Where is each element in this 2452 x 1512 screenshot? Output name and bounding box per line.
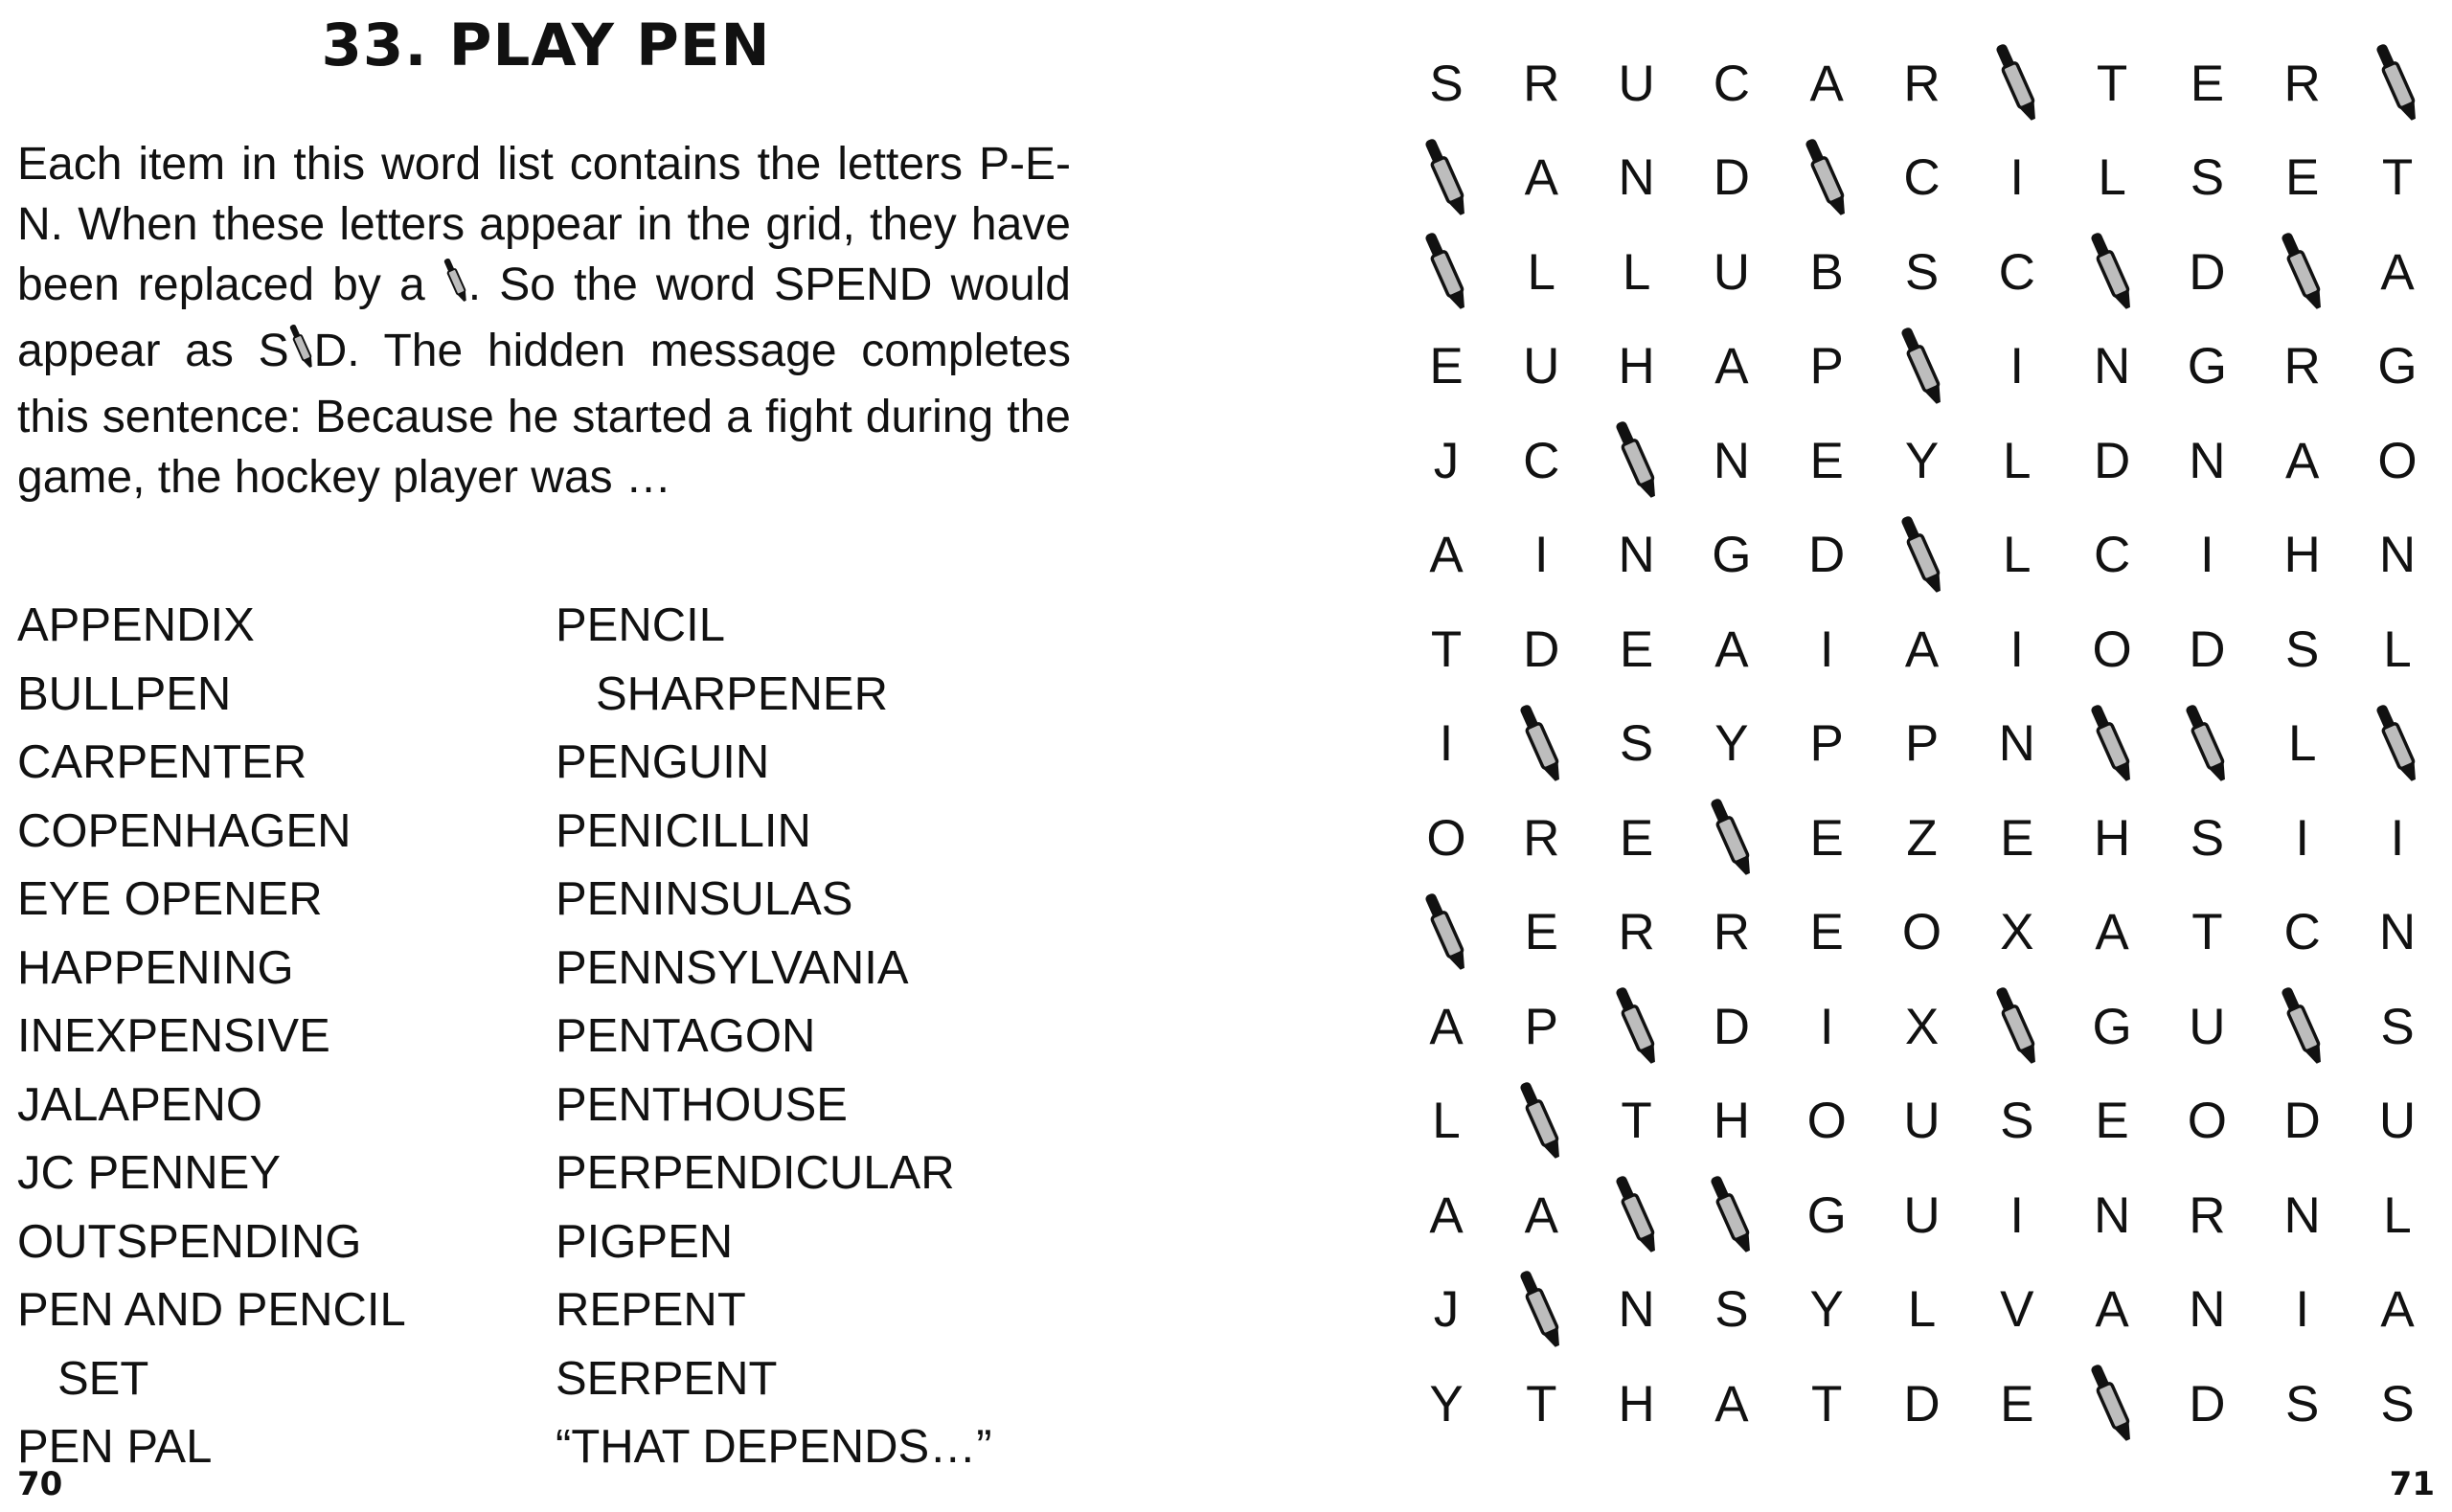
pen-icon	[1498, 1267, 1584, 1353]
grid-letter: H	[2093, 809, 2131, 867]
grid-letter: E	[1524, 904, 1558, 960]
instructions-part1: Each item in this word list contains the letters P-E-N. When these letters appear in the grid, they have been replaced by a	[17, 139, 1071, 310]
grid-letter: B	[1809, 243, 1844, 301]
grid-letter: I	[1819, 998, 1834, 1055]
grid-letter: L	[2098, 149, 2126, 206]
grid-letter: P	[1809, 338, 1844, 395]
grid-letter: T	[2191, 904, 2223, 960]
word-item: PEN AND PENCIL	[17, 1284, 406, 1336]
pen-icon	[1783, 135, 1870, 221]
grid-letter: A	[1429, 998, 1464, 1055]
grid-letter: O	[2377, 432, 2418, 489]
grid-letter: E	[1619, 621, 1654, 678]
grid-letter: D	[1903, 1375, 1941, 1433]
grid-letter: Z	[1906, 809, 1938, 867]
grid-letter: O	[2187, 1093, 2227, 1149]
grid-letter: X	[2000, 904, 2034, 960]
puzzle-title: 33. PLAY PEN	[321, 11, 771, 79]
grid-letter: R	[1523, 55, 1560, 112]
grid-letter: T	[1430, 621, 1463, 678]
grid-letter: A	[1429, 1186, 1464, 1244]
grid-letter: V	[2000, 1281, 2034, 1338]
pen-icon	[1403, 135, 1489, 221]
grid-letter: U	[2189, 998, 2226, 1055]
grid-letter: L	[2383, 621, 2412, 678]
grid-letter: T	[1811, 1375, 1843, 1433]
grid-letter: R	[1618, 904, 1655, 960]
grid-letter: I	[2200, 527, 2214, 583]
grid-letter: C	[1713, 55, 1751, 112]
right-page	[1226, 0, 2452, 1512]
grid-letter: Y	[1809, 1281, 1844, 1338]
grid-letter: A	[2380, 1281, 2415, 1338]
grid-letter: L	[2003, 527, 2032, 583]
pen-icon	[1974, 40, 2060, 126]
word-item: PIGPEN	[556, 1215, 734, 1268]
word-item: JALAPENO	[17, 1078, 262, 1131]
grid-letter: D	[1523, 621, 1560, 678]
grid-letter: S	[1904, 243, 1940, 301]
grid-letter: L	[2003, 432, 2032, 489]
word-list-column-1	[17, 592, 406, 1482]
word-item: PENINSULAS	[556, 873, 853, 925]
grid-letter: O	[1901, 904, 1942, 960]
grid-letter: I	[1533, 527, 1549, 583]
grid-letter: E	[1809, 904, 1844, 960]
pen-icon	[2259, 983, 2346, 1070]
grid-letter: A	[1524, 149, 1558, 206]
grid-letter: Y	[1904, 432, 1940, 489]
pen-icon	[443, 256, 468, 321]
page-number-left: 70	[17, 1465, 63, 1503]
grid-letter: D	[1713, 149, 1751, 206]
grid-letter: I	[2009, 338, 2025, 395]
grid-letter: C	[2093, 527, 2131, 583]
word-item: PENCIL	[556, 599, 726, 651]
pen-icon	[2354, 701, 2441, 787]
grid-letter: N	[2378, 527, 2417, 583]
grid-letter: E	[1809, 432, 1844, 489]
grid-letter: R	[1903, 55, 1941, 112]
grid-letter: D	[1713, 998, 1751, 1055]
grid-letter: R	[1523, 809, 1560, 867]
instructions-part3: D. The hidden message completes this sentence: Because he started a fight during the game, the hockey player was …	[17, 326, 1071, 503]
grid-letter: I	[2295, 809, 2310, 867]
grid-letter: D	[1808, 527, 1846, 583]
grid-letter: P	[1524, 998, 1558, 1055]
grid-letter: L	[1622, 243, 1651, 301]
grid-letter: E	[1809, 809, 1844, 867]
word-item: SERPENT	[556, 1352, 778, 1405]
grid-letter: U	[1618, 55, 1655, 112]
grid-letter: I	[2009, 149, 2025, 206]
grid-letter: H	[1713, 1093, 1751, 1149]
grid-letter: A	[1714, 338, 1749, 395]
grid-letter: R	[1713, 904, 1751, 960]
grid-letter: O	[2092, 621, 2132, 678]
grid-letter: E	[2095, 1093, 2129, 1149]
grid-letter: U	[1523, 338, 1560, 395]
grid-letter: G	[2187, 338, 2227, 395]
word-item: JC PENNEY	[17, 1147, 282, 1199]
grid-letter: D	[2189, 243, 2226, 301]
grid-letter: E	[2190, 55, 2225, 112]
grid-letter: I	[2009, 621, 2025, 678]
grid-letter: S	[2380, 1375, 2415, 1433]
grid-letter: N	[1998, 715, 2035, 772]
instructions	[17, 134, 1071, 508]
grid-letter: G	[1806, 1186, 1847, 1244]
grid-letter: G	[2092, 998, 2132, 1055]
grid-letter: O	[1806, 1093, 1847, 1149]
grid-letter: N	[1713, 432, 1751, 489]
grid-letter: U	[1903, 1093, 1941, 1149]
grid-letter: D	[2283, 1093, 2321, 1149]
grid-letter: C	[2283, 904, 2321, 960]
pen-icon	[1403, 229, 1489, 315]
pen-icon	[1689, 1172, 1775, 1258]
grid-letter: T	[2096, 55, 2128, 112]
grid-letter: A	[2095, 904, 2129, 960]
grid-letter: X	[1904, 998, 1940, 1055]
grid-letter: T	[1526, 1375, 1557, 1433]
grid-letter: L	[1432, 1093, 1461, 1149]
grid-letter: I	[2009, 1186, 2025, 1244]
grid-letter: O	[1426, 809, 1466, 867]
instructions-part2: . So the word SPEND would appear as S	[17, 260, 1072, 376]
word-item: REPENT	[556, 1284, 746, 1336]
pen-icon	[1403, 890, 1489, 976]
word-item: INEXPENSIVE	[17, 1010, 330, 1062]
grid-letter: D	[2189, 1375, 2226, 1433]
grid-letter: I	[1819, 621, 1834, 678]
grid-letter: A	[1429, 527, 1464, 583]
grid-letter: A	[2380, 243, 2415, 301]
pen-icon	[1879, 512, 1965, 598]
grid-letter: S	[1714, 1281, 1749, 1338]
grid-letter: U	[2378, 1093, 2417, 1149]
grid-letter: N	[1618, 1281, 1655, 1338]
word-item: PENTHOUSE	[556, 1078, 848, 1131]
grid-letter: N	[1618, 527, 1655, 583]
grid-letter: L	[2287, 715, 2317, 772]
word-item: COPENHAGEN	[17, 804, 352, 857]
grid-letter: G	[2377, 338, 2418, 395]
pen-icon	[1498, 1078, 1584, 1164]
grid-letter: H	[1618, 338, 1655, 395]
grid-letter: E	[2000, 809, 2034, 867]
grid-letter: N	[2093, 1186, 2131, 1244]
pen-icon	[1594, 983, 1680, 1070]
grid-letter: S	[2190, 809, 2225, 867]
grid-letter: T	[2381, 149, 2414, 206]
grid-letter: L	[1527, 243, 1556, 301]
grid-letter: R	[2189, 1186, 2226, 1244]
grid-letter: A	[1809, 55, 1844, 112]
grid-letter: I	[2295, 1281, 2310, 1338]
grid-letter: S	[1619, 715, 1654, 772]
word-item-continuation: SHARPENER	[596, 667, 888, 720]
word-item: APPENDIX	[17, 599, 255, 651]
grid-letter: R	[2283, 338, 2321, 395]
grid-letter: J	[1433, 432, 1460, 489]
grid-letter: S	[1429, 55, 1464, 112]
grid-letter: N	[2189, 1281, 2226, 1338]
word-item: PENICILLIN	[556, 804, 811, 857]
pen-icon	[1594, 1172, 1680, 1258]
pen-icon	[1498, 701, 1584, 787]
grid-letter: H	[2283, 527, 2321, 583]
grid-letter: N	[2378, 904, 2417, 960]
word-item: HAPPENING	[17, 941, 294, 994]
word-list-column-2	[556, 592, 992, 1482]
grid-letter: A	[1714, 621, 1749, 678]
grid-letter: G	[1712, 527, 1752, 583]
grid-letter: I	[2390, 809, 2405, 867]
grid-letter: E	[2000, 1375, 2034, 1433]
grid-letter: A	[1524, 1186, 1558, 1244]
grid-letter: Y	[1714, 715, 1749, 772]
word-item: “THAT DEPENDS…”	[556, 1421, 992, 1473]
word-item: CARPENTER	[17, 736, 307, 788]
grid-letter: N	[2093, 338, 2131, 395]
word-item: PENTAGON	[556, 1010, 816, 1062]
grid-letter: D	[2093, 432, 2131, 489]
word-item: PENNSYLVANIA	[556, 941, 909, 994]
pen-icon	[2069, 701, 2155, 787]
grid-letter: N	[2189, 432, 2226, 489]
grid-letter: N	[2283, 1186, 2321, 1244]
grid-letter: E	[1429, 338, 1464, 395]
grid-letter: U	[1903, 1186, 1941, 1244]
grid-letter: S	[2190, 149, 2225, 206]
grid-letter: A	[1714, 1375, 1749, 1433]
grid-letter: I	[1439, 715, 1454, 772]
grid-letter: C	[1998, 243, 2035, 301]
grid-letter: R	[2283, 55, 2321, 112]
grid-letter: A	[1904, 621, 1940, 678]
grid-letter: C	[1523, 432, 1560, 489]
grid-letter: L	[1907, 1281, 1937, 1338]
grid-letter: Y	[1429, 1375, 1464, 1433]
grid-letter: S	[2380, 998, 2415, 1055]
pen-icon	[289, 322, 314, 387]
grid-letter: S	[2285, 621, 2320, 678]
grid-letter: A	[2285, 432, 2320, 489]
word-item: PERPENDICULAR	[556, 1147, 955, 1199]
pen-icon	[1879, 324, 1965, 410]
pen-icon	[1974, 983, 2060, 1070]
word-item-continuation: SET	[57, 1352, 149, 1405]
grid-letter: P	[1904, 715, 1940, 772]
grid-letter: A	[2095, 1281, 2129, 1338]
pen-icon	[2069, 229, 2155, 315]
pen-icon	[2069, 1361, 2155, 1447]
pen-icon	[1689, 795, 1775, 881]
grid-letter: E	[2285, 149, 2320, 206]
word-item: BULLPEN	[17, 667, 232, 720]
page-number-right: 71	[2389, 1465, 2435, 1503]
grid-letter: H	[1618, 1375, 1655, 1433]
grid-letter: N	[1618, 149, 1655, 206]
pen-icon	[2164, 701, 2250, 787]
word-item: PEN PAL	[17, 1421, 213, 1473]
grid-letter: T	[1621, 1093, 1652, 1149]
grid-letter: L	[2383, 1186, 2412, 1244]
pen-icon	[1594, 417, 1680, 504]
grid-letter: J	[1433, 1281, 1460, 1338]
grid-letter: E	[1619, 809, 1654, 867]
word-item: EYE OPENER	[17, 873, 323, 925]
word-item: PENGUIN	[556, 736, 770, 788]
pen-icon	[2259, 229, 2346, 315]
grid-letter: P	[1809, 715, 1844, 772]
grid-letter: U	[1713, 243, 1751, 301]
grid-letter: D	[2189, 621, 2226, 678]
word-item: OUTSPENDING	[17, 1215, 362, 1268]
grid-letter: S	[2000, 1093, 2034, 1149]
grid-letter: S	[2285, 1375, 2320, 1433]
pen-icon	[2354, 40, 2441, 126]
grid-letter: C	[1903, 149, 1941, 206]
